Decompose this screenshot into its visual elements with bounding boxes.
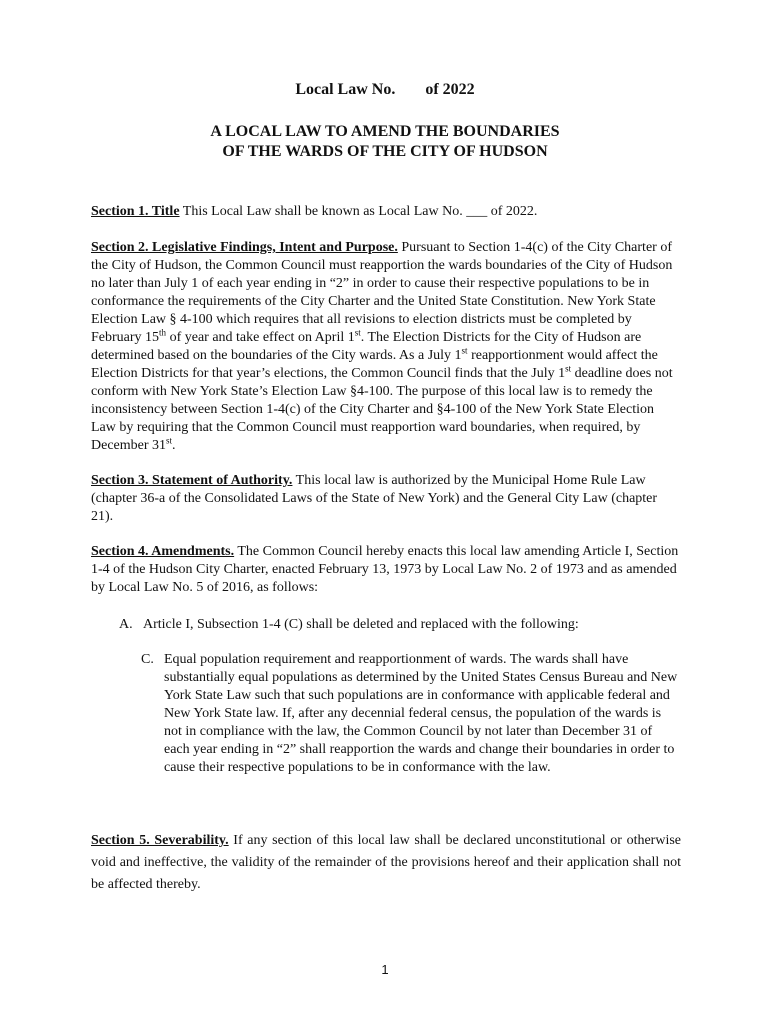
section-2-text-5: deadline does not conform with New York State’s Election Law §4-100. The purpose of this local law is to remedy the inconsistency between Section 1-4(c) of the City Charter and §4-100 of the New York State Election Law by requiring that the Common Council must reapportion ward boundaries, when required, by December 31 <box>91 366 673 453</box>
section-2-text-3: . The Election Districts for the City of Hudson are determined based on the boundaries of the City wards. As a July 1 <box>91 330 642 363</box>
section-5-severability <box>91 830 681 896</box>
superscript-st: st <box>565 363 572 374</box>
superscript-st: st <box>354 327 361 338</box>
section-2-text-2: of year and take effect on April 1 <box>166 330 355 345</box>
section-4-text: The Common Council hereby enacts this local law amending Article I, Section 1-4 of the Hudson City Charter, enacted February 13, 1973 by Local Law No. 2 of 1973 and as amended by Local Law No. 5 of 2016, as follows: <box>91 544 679 595</box>
list-item-a <box>119 616 679 634</box>
document-subtitle <box>0 122 770 162</box>
section-2-label: Section 2. Legislative Findings, Intent and Purpose. <box>91 240 398 255</box>
section-3-authority <box>91 472 681 526</box>
subtitle-line-2: OF THE WARDS OF THE CITY OF HUDSON <box>222 143 548 160</box>
section-1-label: Section 1. Title <box>91 204 180 219</box>
section-2-text-4: reapportionment would affect the Election Districts for that year’s elections, the Common Council finds that the July 1 <box>91 348 658 381</box>
section-2-findings <box>91 239 681 455</box>
title-local-law-no: Local Law No. <box>295 81 396 98</box>
section-3-text: This local law is authorized by the Municipal Home Rule Law (chapter 36-a of the Consolidated Laws of the State of New York) and the General City Law (chapter 21). <box>91 473 658 524</box>
list-marker-c: C. <box>141 652 154 667</box>
section-5-text: If any section of this local law shall be declared unconstitutional or otherwise void and ineffective, the validity of the remainder of the provisions hereof and their application shall not be affected thereby. <box>91 833 682 892</box>
section-4-amendments <box>91 543 681 597</box>
superscript-th: th <box>159 327 167 338</box>
section-2-text-1: Pursuant to Section 1-4(c) of the City Charter of the City of Hudson, the Common Council must reapportion the wards boundaries of the City of Hudson no later than July 1 of each year ending in “2” in order to cause their respective populations to be in conformance the requirements of the City Charter and the United State Constitution. New York State Election Law § 4-100 which requires that all revisions to election districts must be completed by February 15 <box>91 240 673 345</box>
section-1-text: This Local Law shall be known as Local Law No. ___ of 2022. <box>179 204 538 219</box>
superscript-st: st <box>461 345 468 356</box>
section-1-title <box>91 203 681 221</box>
section-3-label: Section 3. Statement of Authority. <box>91 473 293 488</box>
list-item-c-text: Equal population requirement and reapportionment of wards. The wards shall have substantially equal populations as determined by the United States Census Bureau and New York State Law such that such populations are in conformance with applicable federal and New York State law. If, after any decennial federal census, the population of the wards is not in compliance with the law, the Common Council by not later than December 31 of each year ending in “2” shall reapportion the wards and change their boundaries in order to cause their respective populations to be in conformance with the law. <box>164 652 678 775</box>
superscript-st: st <box>166 435 173 446</box>
subtitle-line-1: A LOCAL LAW TO AMEND THE BOUNDARIES <box>210 123 560 140</box>
list-marker-a: A. <box>119 617 133 632</box>
section-2-text-6: . <box>172 438 176 453</box>
section-5-label: Section 5. Severability. <box>91 833 229 848</box>
page-number: 1 <box>381 962 389 977</box>
document-title <box>0 80 770 100</box>
list-item-a-text: Article I, Subsection 1-4 (C) shall be deleted and replaced with the following: <box>143 617 579 632</box>
list-item-c <box>141 651 681 777</box>
title-year: of 2022 <box>425 81 475 98</box>
section-4-label: Section 4. Amendments. <box>91 544 235 559</box>
